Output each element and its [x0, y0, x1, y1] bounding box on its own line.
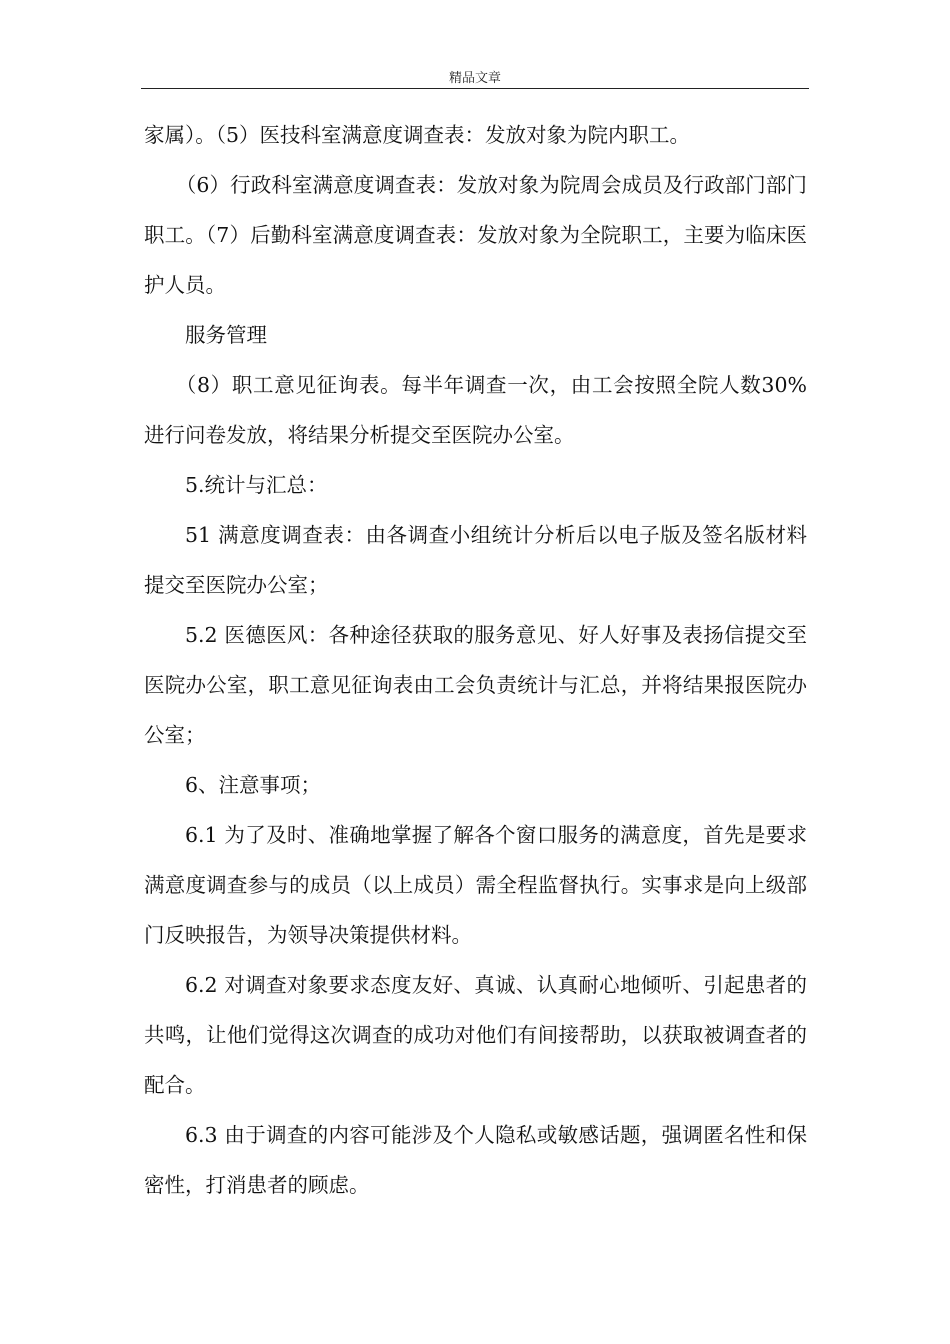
document-body [144, 110, 807, 1210]
paragraph: （8）职工意见征询表。每半年调查一次，由工会按照全院人数30%进行问卷发放，将结果分析提交至医院办公室。 [144, 373, 807, 447]
section-heading: 5.统计与汇总： [185, 473, 328, 497]
paragraph: （6）行政科室满意度调查表：发放对象为院周会成员及行政部门部门职工。（7）后勤科室满意度调查表：发放对象为全院职工，主要为临床医护人员。 [144, 173, 807, 297]
page-header-title: 精品文章 [448, 71, 501, 86]
paragraph: 6.1 为了及时、准确地掌握了解各个窗口服务的满意度，首先是要求满意度调查参与的成员（以上成员）需全程监督执行。实事求是向上级部门反映报告，为领导决策提供材料。 [144, 823, 807, 947]
paragraph: 51 满意度调查表：由各调查小组统计分析后以电子版及签名版材料提交至医院办公室； [144, 523, 807, 597]
section-heading: 服务管理 [185, 323, 267, 347]
header-rule [141, 88, 809, 89]
paragraph: 6.3 由于调查的内容可能涉及个人隐私或敏感话题，强调匿名性和保密性，打消患者的顾虑。 [144, 1123, 807, 1197]
paragraph: 5.2 医德医风：各种途径获取的服务意见、好人好事及表扬信提交至医院办公室，职工意见征询表由工会负责统计与汇总，并将结果报医院办公室； [144, 623, 807, 747]
section-heading: 6、注意事项； [185, 773, 322, 797]
paragraph: 6.2 对调查对象要求态度友好、真诚、认真耐心地倾听、引起患者的共鸣，让他们觉得这次调查的成功对他们有间接帮助，以获取被调查者的配合。 [144, 973, 807, 1097]
paragraph: 家属）。（5）医技科室满意度调查表：发放对象为院内职工。 [144, 123, 691, 147]
